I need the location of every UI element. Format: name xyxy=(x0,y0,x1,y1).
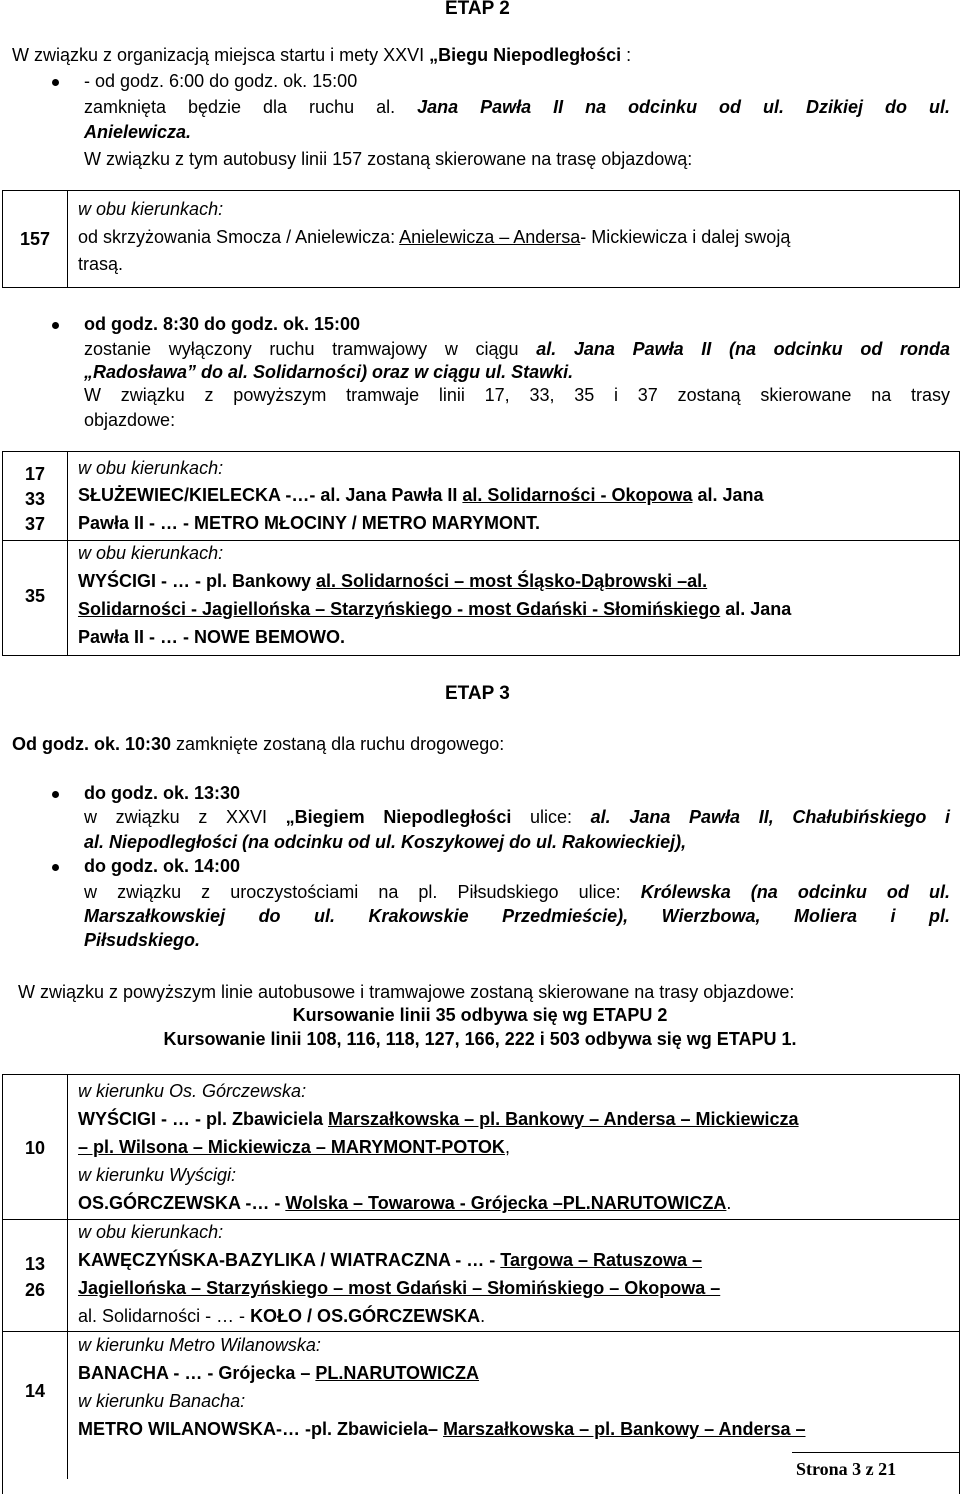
route-underlined: al. Solidarności - Okopowa xyxy=(462,485,693,505)
summary-bold-2: Kursowanie linii 108, 116, 118, 127, 166, 222 i 503 odbywa się wg ETAPU 1. xyxy=(163,1029,797,1049)
route-b-line2 xyxy=(78,599,791,620)
b2-line5: objazdowe: xyxy=(84,410,176,430)
line-number: 17 xyxy=(24,464,46,484)
bullet-icon xyxy=(52,322,59,329)
route-13-line2: Jagiellońska – Starzyńskiego – most Gdański – Słomińskiego – Okopowa – xyxy=(78,1278,721,1298)
route-text: WYŚCIGI - … - pl. Bankowy xyxy=(78,571,317,591)
page-number: Strona 3 z 21 xyxy=(796,1459,897,1479)
route-10-line2 xyxy=(78,1137,510,1158)
c2-line2 xyxy=(84,882,950,903)
b1-time: - od godz. 6:00 do godz. ok. 15:00 xyxy=(84,71,358,91)
event-name: „Biegiem Niepodległości xyxy=(285,807,512,827)
c1-line3: al. Niepodległości (na odcinku od ul. Koszykowej do ul. Rakowieckiej), xyxy=(84,832,687,852)
route-text: SŁUŻEWIEC/KIELECKA -…- al. Jana Pawła II xyxy=(78,485,463,505)
intro-end: : xyxy=(621,45,632,65)
c1-text: ulice: xyxy=(511,807,591,827)
summary: W związku z powyższym linie autobusowe i tramwajowe zostaną skierowane na trasy objazdowe: xyxy=(18,982,795,1002)
route-157-line1 xyxy=(78,227,790,248)
summary-bold-1: Kursowanie linii 35 odbywa się wg ETAPU 2 xyxy=(292,1005,668,1025)
etap3-title: ETAP 3 xyxy=(445,683,510,704)
etap3-intro xyxy=(12,734,504,755)
b2-l2b: al. Jana Pawła II (na odcinku od ronda xyxy=(536,339,950,359)
line-number: 26 xyxy=(24,1280,46,1300)
b1-l2b: Jana Pawła II na odcinku od ul. Dzikiej do ul. xyxy=(417,97,950,117)
direction-label: w kierunku Banacha: xyxy=(78,1391,246,1411)
b1-line2 xyxy=(84,97,950,118)
route-text: . xyxy=(726,1193,732,1213)
route-text: WYŚCIGI - … - pl. Zbawiciela xyxy=(78,1109,329,1129)
route-text: . xyxy=(480,1306,486,1326)
bullet-icon xyxy=(52,864,59,871)
direction-label: w obu kierunkach: xyxy=(78,458,224,478)
route-text: BANACHA - … - Grójecka – xyxy=(78,1363,316,1383)
route-b-line1 xyxy=(78,571,707,592)
route-14-line1 xyxy=(78,1363,479,1384)
route-a-line2: Pawła II - … - METRO MŁOCINY / METRO MARYMONT. xyxy=(78,513,541,533)
c2-line3: Marszałkowskiej do ul. Krakowskie Przedmieście), Wierzbowa, Moliera i pl. xyxy=(84,906,950,926)
direction-label: w kierunku Wyścigi: xyxy=(78,1165,237,1185)
route-underlined: Solidarności - Jagiellońska – Starzyńskiego - most Gdański - Słomińskiego xyxy=(78,599,721,619)
b2-line4: W związku z powyższym tramwaje linii 17, 33, 35 i 37 zostaną skierowane na trasy xyxy=(84,385,950,405)
c1-time: do godz. ok. 13:30 xyxy=(84,783,241,803)
direction-label: w obu kierunkach: xyxy=(78,1222,224,1242)
route-10-line1 xyxy=(78,1109,799,1130)
c2-text: w związku z uroczystościami na pl. Piłsudskiego ulice: xyxy=(84,882,641,902)
c1-line2 xyxy=(84,807,950,828)
route-text: KAWĘCZYŃSKA-BAZYLIKA / WIATRACZNA - … - xyxy=(78,1250,501,1270)
direction-label: w obu kierunkach: xyxy=(78,543,224,563)
direction-label: w kierunku Metro Wilanowska: xyxy=(78,1335,321,1355)
c2-streets: Królewska (na odcinku od ul. xyxy=(640,882,950,902)
intro-text: zamknięte zostaną dla ruchu drogowego: xyxy=(171,734,505,754)
b1-line3: Anielewicza. xyxy=(84,122,192,142)
route-b-line3: Pawła II - … - NOWE BEMOWO. xyxy=(78,627,346,647)
route-14-line2 xyxy=(78,1419,806,1440)
line-number: 14 xyxy=(24,1381,46,1401)
route-text: KOŁO / OS.GÓRCZEWSKA xyxy=(250,1306,481,1326)
footer-rule xyxy=(792,1452,960,1453)
line-number: 10 xyxy=(24,1138,46,1158)
c2-time: do godz. ok. 14:00 xyxy=(84,856,241,876)
event-name: „Biegu Niepodległości xyxy=(429,45,622,65)
etap2-title: ETAP 2 xyxy=(445,0,510,19)
route-underlined: Marszałkowska – pl. Bankowy – Andersa – Mickiewicza xyxy=(328,1109,799,1129)
b1-l2a: zamknięta będzie dla ruchu al. xyxy=(84,97,418,117)
bullet-icon xyxy=(52,791,59,798)
b1-line4: W związku z tym autobusy linii 157 zostaną skierowane na trasę objazdową: xyxy=(84,149,693,169)
table-row-divider xyxy=(2,1331,960,1332)
route-text: al. Jana xyxy=(692,485,764,505)
route-text: al. Solidarności - … - xyxy=(78,1306,251,1326)
line-number: 13 xyxy=(24,1254,46,1274)
line-number: 33 xyxy=(24,489,46,509)
route-10-line3 xyxy=(78,1193,731,1214)
c1-streets: al. Jana Pawła II, Chałubińskiego i xyxy=(590,807,951,827)
c2-line4: Piłsudskiego. xyxy=(84,930,201,950)
route-a-line1 xyxy=(78,485,764,506)
route-text: METRO WILANOWSKA-… -pl. Zbawiciela– xyxy=(78,1419,444,1439)
table-divider xyxy=(67,451,68,656)
route-text: al. Jana xyxy=(720,599,792,619)
route-underlined: al. Solidarności – most Śląsko-Dąbrowski –al. xyxy=(316,571,708,591)
route-13-line1 xyxy=(78,1250,702,1271)
c1-text: w związku z XXVI xyxy=(84,807,286,827)
b2-l2a: zostanie wyłączony ruchu tramwajowy w ciągu xyxy=(84,339,537,359)
intro-text: W związku z organizacją miejsca startu i mety XXVI xyxy=(12,45,430,65)
route-underlined: – pl. Wilsona – Mickiewicza – MARYMONT-POTOK xyxy=(78,1137,505,1157)
route-13-line3 xyxy=(78,1306,485,1327)
route-underlined: Targowa – Ratuszowa – xyxy=(500,1250,703,1270)
table-row-divider xyxy=(2,540,960,541)
direction-label: w obu kierunkach: xyxy=(78,199,224,219)
route-text: OS.GÓRCZEWSKA -… - xyxy=(78,1193,286,1213)
b2-time: od godz. 8:30 do godz. ok. 15:00 xyxy=(84,314,361,334)
route-underlined: PL.NARUTOWICZA xyxy=(315,1363,480,1383)
line-number: 157 xyxy=(19,229,51,249)
route-text: od skrzyżowania Smocza / Anielewicza: xyxy=(78,227,400,247)
table-row-divider xyxy=(2,1219,960,1220)
table-divider xyxy=(67,1074,68,1479)
route-157-line2: trasą. xyxy=(78,254,124,274)
direction-label: w kierunku Os. Górczewska: xyxy=(78,1081,307,1101)
intro-time: Od godz. ok. 10:30 xyxy=(12,734,172,754)
route-text: , xyxy=(504,1137,510,1157)
b2-line2 xyxy=(84,339,950,360)
route-text: - Mickiewicza i dalej swoją xyxy=(580,227,791,247)
route-underlined: Marszałkowska – pl. Bankowy – Andersa – xyxy=(443,1419,806,1439)
table-divider xyxy=(67,190,68,288)
route-underlined: Anielewicza – Andersa xyxy=(399,227,581,247)
route-underlined: Wolska – Towarowa - Grójecka –PL.NARUTOWICZA xyxy=(285,1193,727,1213)
line-number: 35 xyxy=(24,586,46,606)
bullet-icon xyxy=(52,79,59,86)
etap2-intro xyxy=(12,45,631,66)
line-number: 37 xyxy=(24,514,46,534)
b2-line3: „Radosława” do al. Solidarności) oraz w ciągu ul. Stawki. xyxy=(84,362,574,382)
